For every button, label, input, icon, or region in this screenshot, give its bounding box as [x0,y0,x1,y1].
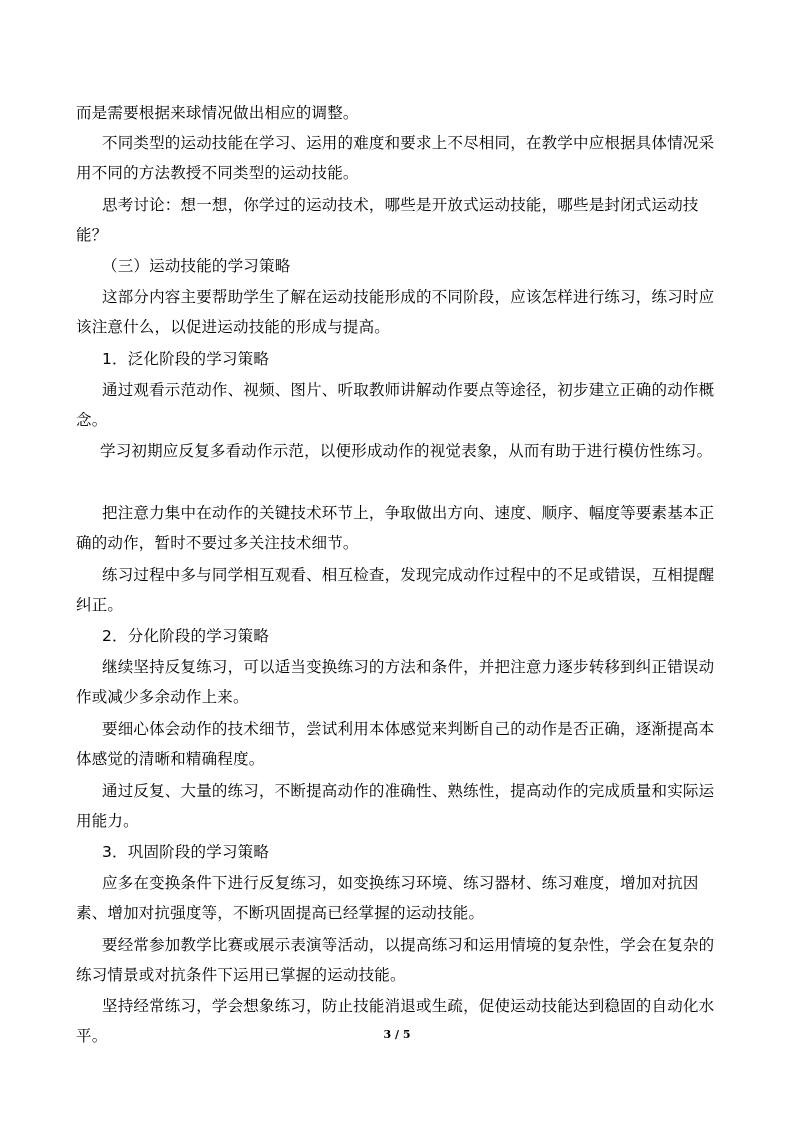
section-heading-3: （三）运动技能的学习策略 [102,257,291,275]
paragraph-3: 思考讨论：想一想，你学过的运动技术，哪些是开放式运动技能，哪些是封闭式运动技能？ [76,196,699,244]
paragraph-7: 把注意力集中在动作的关键技术环节上，争取做出方向、速度、顺序、幅度等要素基本正确的动作，暂时不要过多关注技术细节。 [76,504,715,552]
paragraph-5: 通过观看示范动作、视频、图片、听取教师讲解动作要点等途径，初步建立正确的动作概念。 [76,381,715,429]
paragraph-12: 应多在变换条件下进行反复练习，如变换练习环境、练习器材、练习难度，增加对抗因素、增加对抗强度等，不断巩固提高已经掌握的运动技能。 [76,874,699,922]
paragraph-2: 不同类型的运动技能在学习、运用的难度和要求上不尽相同，在教学中应根据具体情况采用不同的方法教授不同类型的运动技能。 [76,134,715,182]
paragraph-4: 这部分内容主要帮助学生了解在运动技能形成的不同阶段，应该怎样进行练习，练习时应该注意什么，以促进运动技能的形成与提高。 [76,288,715,336]
page-number: 3 / 5 [383,1028,411,1041]
paragraph-9: 继续坚持反复练习，可以适当变换练习的方法和条件，并把注意力逐步转移到纠正错误动作或减少多余动作上来。 [76,658,715,706]
subheading-stage-1: 1．泛化阶段的学习策略 [102,350,270,368]
subheading-stage-2: 2．分化阶段的学习策略 [102,627,270,645]
paragraph-13: 要经常参加教学比赛或展示表演等活动，以提高练习和运用情境的复杂性，学会在复杂的练习情景或对抗条件下运用已掌握的运动技能。 [76,936,715,984]
paragraph-11: 通过反复、大量的练习，不断提高动作的准确性、熟练性，提高动作的完成质量和实际运用能力。 [76,782,715,830]
paragraph-8: 练习过程中多与同学相互观看、相互检查，发现完成动作过程中的不足或错误，互相提醒纠正。 [76,566,715,614]
paragraph-6: 学习初期应反复多看动作示范，以便形成动作的视觉表象，从而有助于进行模仿性练习。 [100,442,713,460]
paragraph-1: 而是需要根据来球情况做出相应的调整。 [76,104,359,122]
subheading-stage-3: 3．巩固阶段的学习策略 [102,843,270,861]
paragraph-10: 要细心体会动作的技术细节，尝试利用本体感觉来判断自己的动作是否正确，逐渐提高本体感觉的清晰和精确程度。 [76,720,715,768]
paragraph-14: 坚持经常练习，学会想象练习，防止技能消退或生疏，促使运动技能达到稳固的自动化水平。 [76,997,715,1045]
